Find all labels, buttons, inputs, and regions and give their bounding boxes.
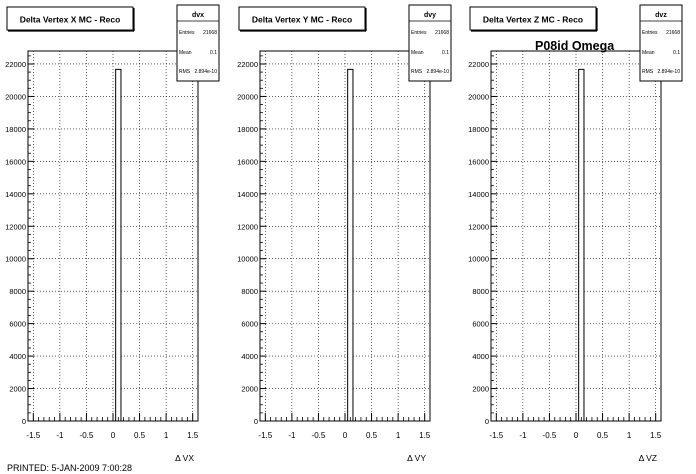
stats-mean-label: Mean (179, 50, 192, 56)
x-tick-label: -1.5 (26, 431, 41, 440)
stats-mean-value: 0.1 (673, 50, 680, 56)
x-tick-label: -1.5 (489, 431, 504, 440)
y-tick-label: 14000 (5, 189, 26, 199)
stats-name: dvx (191, 12, 205, 19)
y-tick-label: 18000 (237, 124, 258, 134)
x-tick-label: -0.5 (311, 431, 326, 440)
stats-entries-value: 21668 (203, 30, 217, 36)
y-tick-label: 8000 (241, 287, 258, 297)
y-tick-label: 20000 (237, 92, 258, 102)
plot-frame (491, 51, 661, 421)
x-tick-label: 1.5 (187, 431, 199, 440)
y-tick-label: 10000 (237, 254, 258, 264)
stats-name: dvz (655, 12, 667, 19)
y-tick-label: 4000 (241, 352, 258, 362)
x-axis-title: Δ VY (407, 453, 426, 463)
stats-mean-label: Mean (411, 50, 424, 56)
x-tick-label: -1 (519, 431, 527, 440)
stats-entries-label: Entries (411, 30, 427, 36)
y-tick-label: 0 (253, 417, 258, 426)
stats-entries-label: Entries (642, 30, 658, 36)
y-tick-label: 6000 (9, 319, 26, 329)
y-tick-label: 22000 (468, 59, 489, 69)
overlay-label: P08id Omega (535, 39, 615, 53)
histogram-bin (116, 69, 121, 421)
y-tick-label: 0 (484, 417, 489, 426)
y-tick-label: 12000 (5, 222, 26, 232)
y-tick-label: 10000 (468, 254, 489, 264)
x-tick-label: 1 (395, 431, 401, 440)
stats-entries-label: Entries (179, 30, 195, 36)
y-tick-label: 12000 (237, 222, 258, 232)
stats-rms-label: RMS (411, 69, 423, 75)
y-tick-label: 4000 (472, 352, 489, 362)
x-tick-label: -1 (288, 431, 296, 440)
y-tick-label: 0 (21, 417, 26, 426)
stats-mean-value: 0.1 (442, 50, 449, 56)
x-tick-label: 0 (342, 431, 348, 440)
chart-title: Delta Vertex Z MC - Reco (482, 14, 584, 25)
histogram-bin (348, 69, 353, 421)
stats-mean-value: 0.1 (210, 50, 217, 56)
stats-rms-value: 2.894e-10 (194, 69, 217, 75)
y-tick-label: 20000 (5, 92, 26, 102)
x-tick-label: 0.5 (134, 431, 146, 440)
histogram-bin (579, 69, 584, 421)
y-tick-label: 6000 (241, 319, 258, 329)
plot-frame (28, 51, 198, 421)
x-tick-label: 0.5 (597, 431, 609, 440)
y-tick-label: 16000 (237, 157, 258, 167)
x-axis-title: Δ VZ (638, 453, 657, 463)
y-tick-label: 8000 (9, 287, 26, 297)
y-tick-label: 2000 (241, 384, 258, 394)
y-tick-label: 16000 (5, 157, 26, 167)
stats-entries-value: 21668 (666, 30, 680, 36)
y-tick-label: 16000 (468, 157, 489, 167)
x-tick-label: 0 (573, 431, 579, 440)
stats-mean-label: Mean (642, 50, 655, 56)
chart-title: Delta Vertex Y MC - Reco (251, 14, 353, 25)
y-tick-label: 2000 (9, 384, 26, 394)
stats-rms-label: RMS (642, 69, 654, 75)
y-tick-label: 12000 (468, 222, 489, 232)
y-tick-label: 14000 (468, 189, 489, 199)
x-tick-label: -0.5 (79, 431, 94, 440)
stats-rms-value: 2.894e-10 (426, 69, 449, 75)
stats-name: dvy (423, 12, 437, 19)
x-tick-label: -1.5 (258, 431, 273, 440)
stats-rms-label: RMS (179, 69, 191, 75)
x-tick-label: -0.5 (542, 431, 557, 440)
y-tick-label: 6000 (472, 319, 489, 329)
y-tick-label: 2000 (472, 384, 489, 394)
y-tick-label: 22000 (237, 59, 258, 69)
plot-frame (260, 51, 430, 421)
print-footer: PRINTED: 5-JAN-2009 7:00:28 (7, 463, 133, 473)
x-tick-label: 1.5 (419, 431, 431, 440)
stats-rms-value: 2.894e-10 (657, 69, 680, 75)
y-tick-label: 18000 (468, 124, 489, 134)
y-tick-label: 4000 (9, 352, 26, 362)
x-axis-title: Δ VX (175, 453, 194, 463)
y-tick-label: 20000 (468, 92, 489, 102)
y-tick-label: 14000 (237, 189, 258, 199)
chart-title: Delta Vertex X MC - Reco (19, 14, 121, 25)
y-tick-label: 10000 (5, 254, 26, 264)
y-tick-label: 22000 (5, 59, 26, 69)
y-tick-label: 18000 (5, 124, 26, 134)
x-tick-label: 1 (626, 431, 632, 440)
x-tick-label: 0 (110, 431, 116, 440)
stats-entries-value: 21668 (435, 30, 449, 36)
x-tick-label: 1.5 (650, 431, 662, 440)
x-tick-label: 0.5 (366, 431, 378, 440)
x-tick-label: 1 (163, 431, 169, 440)
x-tick-label: -1 (56, 431, 64, 440)
y-tick-label: 8000 (472, 287, 489, 297)
